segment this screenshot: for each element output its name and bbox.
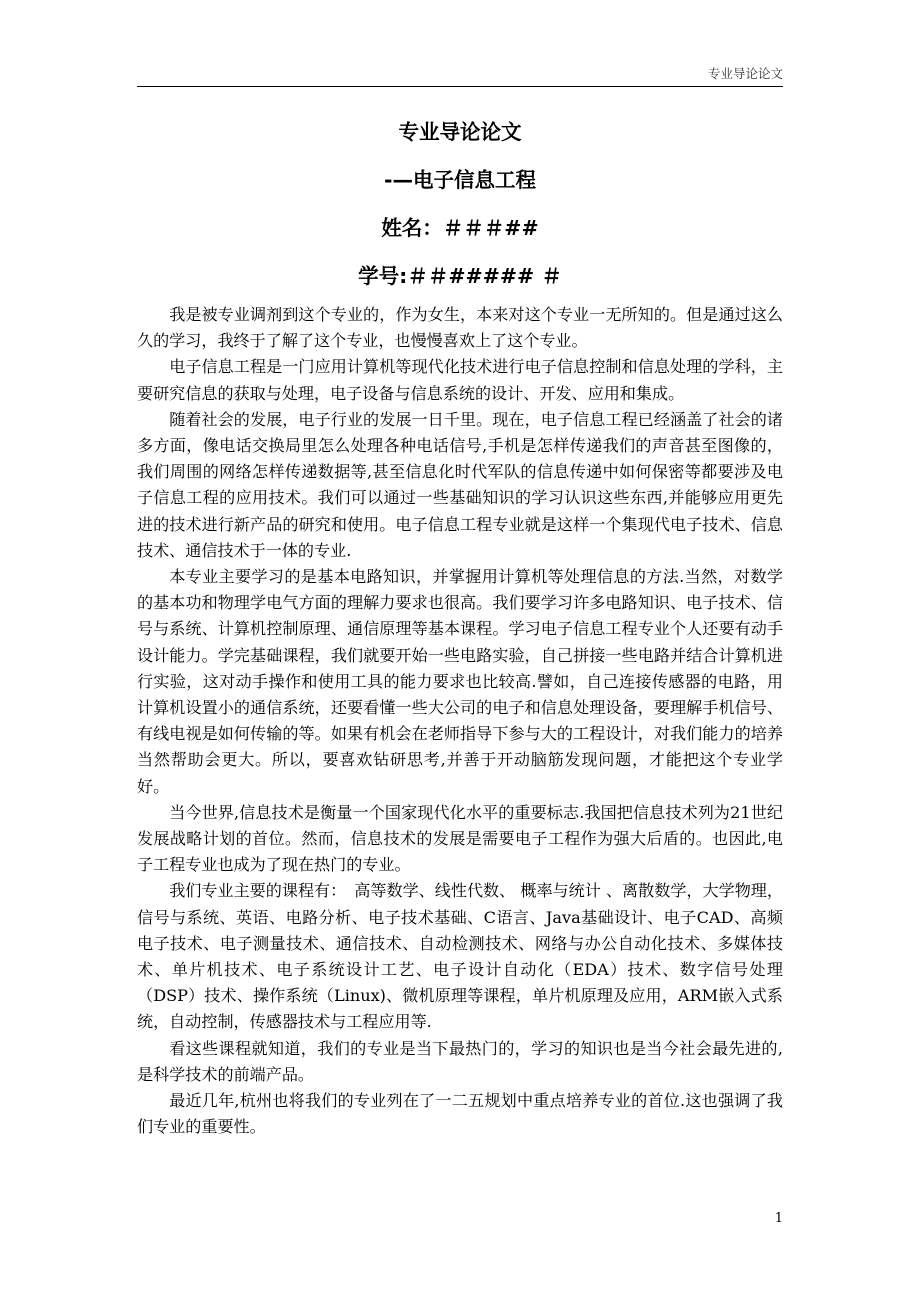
document-title: 专业导论论文 [398,120,522,144]
title-block [137,116,783,288]
paragraph: 我们专业主要的课程有： 高等数学、线性代数、 概率与统计 、离散数学，大学物理，信号与系统、英语、电路分析、电子技术基础、C语言、Java基础设计、电子CAD、高频电子技术、电子测量技术、通信技术、自动检测技术、网络与办公自动化技术、多媒体技术、单片机技术、电子系统设计工艺、电子设计自动化（EDA）技术、数字信号处理（DSP）技术、操作系统（Linux)、微机原理等课程，单片机原理及应用，ARM嵌入式系统，自动控制，传感器技术与工程应用等. [137,881,783,1032]
paragraph: 看这些课程就知道，我们的专业是当下最热门的，学习的知识也是当今社会最先进的,是科学技术的前端产品。 [137,1038,783,1084]
author-name-line: 姓名：＃＃＃## [381,216,539,240]
paragraph: 当今世界,信息技术是衡量一个国家现代化水平的重要标志.我国把信息技术列为21世纪发展战略计划的首位。然而，信息技术的发展是需要电子工程作为强大后盾的。也因此,电子工程专业也成为了现在热门的专业。 [137,802,783,875]
paragraph: 本专业主要学习的是基本电路知识，并掌握用计算机等处理信息的方法.当然，对数学的基本功和物理学电气方面的理解力要求也很高。我们要学习许多电路知识、电子技术、信号与系统、计算机控制原理、通信原理等基本课程。学习电子信息工程专业个人还要有动手设计能力。学完基础课程，我们就要开始一些电路实验，自己拼接一些电路并结合计算机进行实验，这对动手操作和使用工具的能力要求也比较高.譬如，自己连接传感器的电路，用计算机设置小的通信系统，还要看懂一些大公司的电子和信息处理设备，要理解手机信号、有线电视是如何传输的等。如果有机会在老师指导下参与大的工程设计，对我们能力的培养当然帮助会更大。所以，要喜欢钻研思考,并善于开动脑筋发现问题，才能把这个专业学好。 [137,567,783,796]
header-divider [137,86,783,87]
paragraph: 最近几年,杭州也将我们的专业列在了一二五规划中重点培养专业的首位.这也强调了我们专业的重要性。 [137,1091,783,1137]
page-number: 1 [774,1211,783,1226]
paragraph: 我是被专业调剂到这个专业的，作为女生，本来对这个专业一无所知的。但是通过这么久的学习，我终于了解了这个专业，也慢慢喜欢上了这个专业。 [137,305,783,351]
running-header: 专业导论论文 [707,66,783,81]
paragraph: 电子信息工程是一门应用计算机等现代化技术进行电子信息控制和信息处理的学科，主要研究信息的获取与处理，电子设备与信息系统的设计、开发、应用和集成。 [137,357,783,403]
body-text [137,302,783,1141]
paragraph: 随着社会的发展，电子行业的发展一日千里。现在，电子信息工程已经涵盖了社会的诸多方面，像电话交换局里怎么处理各种电话信号,手机是怎样传递我们的声音甚至图像的，我们周围的网络怎样传递数据等,甚至信息化时代军队的信息传递中如何保密等都要涉及电子信息工程的应用技术。我们可以通过一些基础知识的学习认识这些东西,并能够应用更先进的技术进行新产品的研究和使用。电子信息工程专业就是这样一个集现代电子技术、信息技术、通信技术于一体的专业. [137,409,783,560]
student-id-line: 学号:＃＃##### ＃ [358,264,562,288]
document-subtitle: -—电子信息工程 [383,168,536,192]
